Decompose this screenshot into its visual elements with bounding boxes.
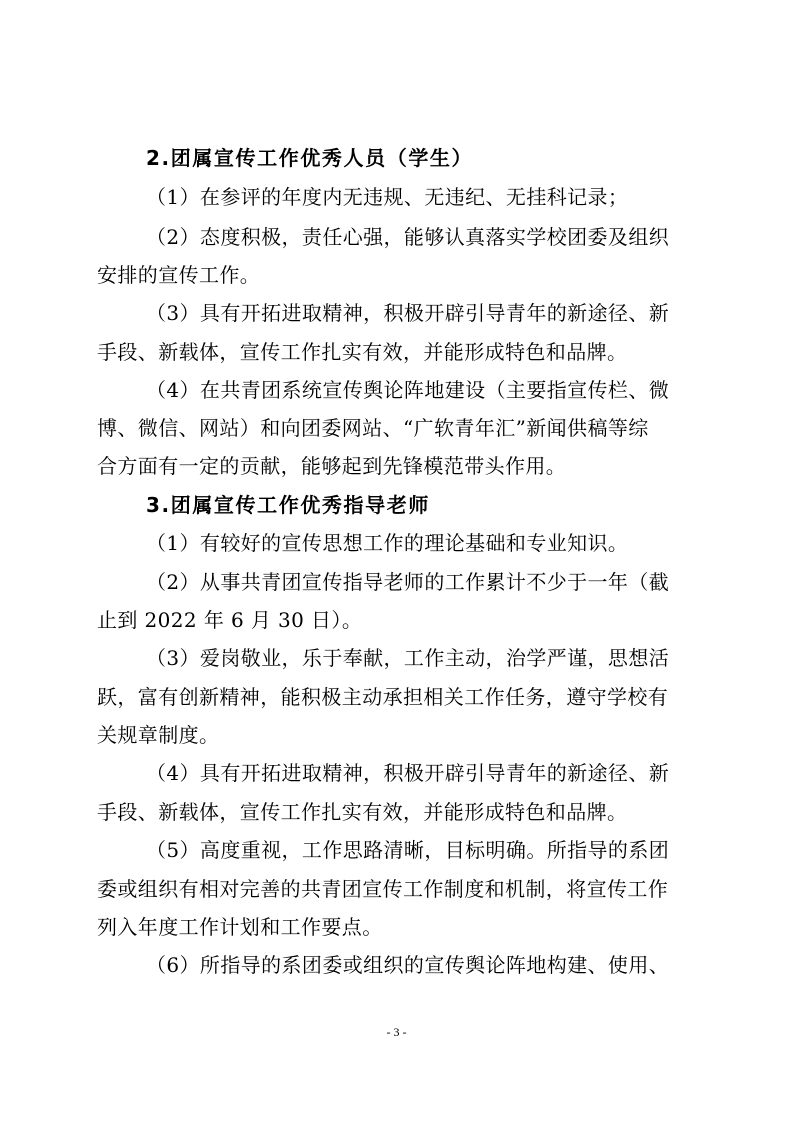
paragraph-line: 合方面有一定的贡献，能够起到先锋模范带头作用。 [97,454,567,478]
paragraph-line: （4）在共青团系统宣传舆论阵地建设（主要指宣传栏、微 [146,378,670,402]
paragraph-line: 关规章制度。 [97,723,220,747]
paragraph-line: 止到 2022 年 6 月 30 日）。 [97,608,363,632]
paragraph-line: 手段、新载体，宣传工作扎实有效，并能形成特色和品牌。 [97,800,628,824]
paragraph-line: 手段、新载体，宣传工作扎实有效，并能形成特色和品牌。 [97,340,628,364]
paragraph-line: （1）在参评的年度内无违规、无违纪、无挂科记录； [146,185,629,209]
section-heading-teacher: 3.团属宣传工作优秀指导老师 [146,493,430,517]
paragraph-line: （3）爱岗敬业，乐于奉献，工作主动，治学严谨，思想活 [146,646,670,670]
paragraph-line: （4）具有开拓进取精神，积极开辟引导青年的新途径、新 [146,761,670,785]
paragraph-line: 跃，富有创新精神，能积极主动承担相关工作任务，遵守学校有 [97,685,669,709]
paragraph-line: （2）从事共青团宣传指导老师的工作累计不少于一年（截 [146,570,670,594]
paragraph-line: （6）所指导的系团委或组织的宣传舆论阵地构建、使用、 [146,953,670,977]
paragraph-line: 博、微信、网站）和向团委网站、“广软青年汇”新闻供稿等综 [97,416,649,440]
paragraph-line: （2）态度积极，责任心强，能够认真落实学校团委及组织 [146,225,670,249]
section-heading-student: 2.团属宣传工作优秀人员（学生） [146,146,474,170]
paragraph-line: 委或组织有相对完善的共青团宣传工作制度和机制，将宣传工作 [97,877,669,901]
paragraph-line: （3）具有开拓进取精神，积极开辟引导青年的新途径、新 [146,301,670,325]
paragraph-line: 安排的宣传工作。 [97,263,261,287]
paragraph-line: （5）高度重视，工作思路清晰，目标明确。所指导的系团 [146,838,670,862]
page-number: - 3 - [386,1025,407,1039]
paragraph-line: 列入年度工作计划和工作要点。 [97,915,383,939]
paragraph-line: （1）有较好的宣传思想工作的理论基础和专业知识。 [146,531,629,555]
